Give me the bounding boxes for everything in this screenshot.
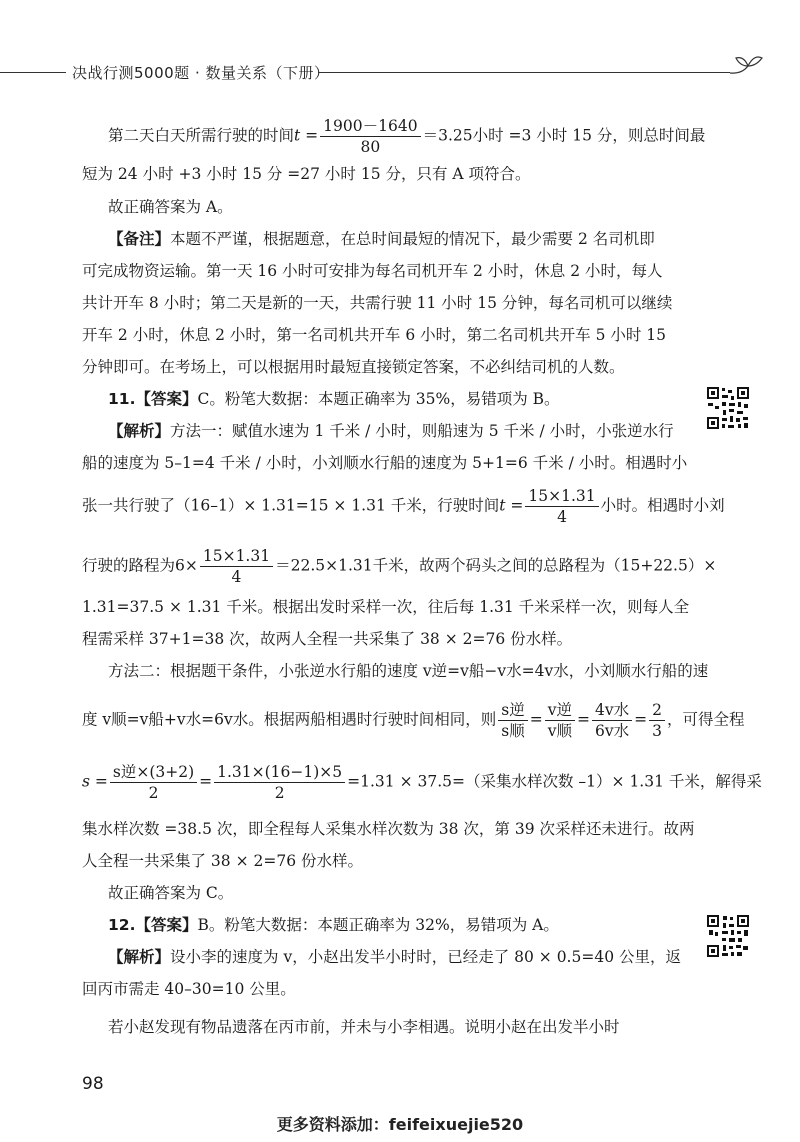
text-line: 故正确答案为 A。: [108, 198, 233, 216]
text-line: 1.31=37.5 × 1.31 千米。根据出发时采样一次，往后每 1.31 千米采样一次，则每人全: [82, 598, 690, 616]
fraction: [592, 700, 632, 741]
text: =1.31 × 37.5=（采集水样次数 –1）× 1.31 千米，解得采: [347, 772, 762, 791]
denominator: s顺: [501, 722, 525, 740]
analysis-tag: 【解析】: [108, 948, 171, 966]
text: 行驶的路程为6×: [82, 556, 198, 575]
denominator: 80: [360, 138, 381, 156]
text: 设小李的速度为 v，小赵出发半小时时，已经走了 80 × 0.5=40 公里，返: [170, 948, 681, 966]
footer-note: 更多资料添加：feifeixuejie520: [276, 1115, 524, 1134]
denominator: 2: [274, 784, 285, 802]
text-line: 开车 2 小时，休息 2 小时，第一名司机共开车 6 小时，第二名司机共开车 5 小时 15: [82, 326, 667, 344]
text-line: 分钟即可。在考场上，可以根据用时最短直接锁定答案，不必纠结司机的人数。: [82, 358, 625, 376]
text-line: [108, 388, 560, 410]
text-line: 短为 24 小时 +3 小时 15 分 =27 小时 15 分，只有 A 项符合。: [82, 165, 531, 183]
text: 方法一：赋值水速为 1 千米 / 小时，则船速为 5 千米 / 小时，小张逆水行: [170, 422, 674, 440]
fraction: [498, 700, 527, 741]
fraction: [200, 546, 273, 587]
sprout-icon: [728, 52, 768, 82]
text: ＝3.25小时 =3 小时 15 分，则总时间最: [422, 126, 706, 145]
header-rule-left: [0, 72, 66, 73]
numerator: 4v水: [592, 700, 632, 721]
text-line: s = $\frac{\text{s逆×(3+2)}}{2}$ = $\frac{1.31\times(16-1)\times 5}{2}$ =1.31 × 37.5=（采集水样次数 –1）× 1.31 千米，解得采: [82, 763, 762, 802]
numerator: 1.31×(16−1)×5: [214, 762, 345, 783]
denominator: v顺: [547, 722, 573, 740]
header-rule-right: [318, 72, 730, 73]
text: 度 v顺=v船+v水=6v水。根据两船相遇时行驶时间相同，则: [82, 710, 497, 729]
text-line: 回丙市需走 40–30=10 公里。: [82, 980, 296, 998]
fraction: [525, 486, 598, 527]
fraction: [110, 762, 197, 803]
answer-tag: 11.【答案】: [108, 390, 198, 408]
text-line: 方法二：根据题干条件，小张逆水行船的速度 v逆=v船−v水=4v水，小刘顺水行船的速: [108, 662, 709, 680]
numerator: 15×1.31: [200, 546, 273, 567]
numerator: v逆: [545, 700, 575, 721]
text-line: 程需采样 37+1=38 次，故两人全程一共采集了 38 × 2=76 份水样。: [82, 630, 573, 648]
text: ＝22.5×1.31千米，故两个码头之间的总路程为（15+22.5）×: [275, 556, 717, 575]
page-number: 98: [82, 1074, 104, 1094]
text-line: 度 v顺=v船+v水=6v水。根据两船相遇时行驶时间相同，则 $\frac{\text{s逆}}{\text{s顺}}$ = $\frac{\text{v逆}}{\text{v顺}}$ = $\frac{\text{4v水}}{\text{6v水}}$ = $\frac{2}{3}$ ，可得全程: [82, 701, 745, 740]
numerator: 1900－1640: [320, 116, 420, 137]
fraction: [320, 116, 420, 157]
text-line: [108, 420, 674, 442]
analysis-tag: 【解析】: [108, 422, 171, 440]
text: B。粉笔大数据：本题正确率为 32%，易错项为 A。: [197, 916, 559, 934]
numerator: s逆×(3+2): [110, 762, 197, 783]
text-line: 张一共行驶了（16–1）× 1.31=15 × 1.31 千米，行驶时间t = $\frac{15\times 1.31}{4}$ 小时。相遇时小刘: [82, 487, 725, 526]
text-line: [108, 228, 655, 250]
text: C。粉笔大数据：本题正确率为 35%，易错项为 B。: [197, 390, 560, 408]
fraction: [545, 700, 575, 741]
text: 张一共行驶了（16–1）× 1.31=15 × 1.31 千米，行驶时间: [82, 496, 500, 515]
text-line: [82, 546, 716, 587]
fraction: [649, 700, 665, 741]
numerator: s逆: [498, 700, 527, 721]
text: ，可得全程: [667, 710, 745, 729]
fraction: [214, 762, 345, 803]
text-line: 故正确答案为 C。: [108, 884, 234, 902]
text: 本题不严谨，根据题意，在总时间最短的情况下，最少需要 2 名司机即: [170, 230, 655, 248]
text-line: 共计开车 8 小时；第二天是新的一天，共需行驶 11 小时 15 分钟，每名司机可以继续: [82, 294, 673, 312]
qr-code-icon[interactable]: [706, 914, 750, 958]
numerator: 2: [649, 700, 665, 721]
running-header: [0, 50, 800, 90]
note-tag: 【备注】: [108, 230, 171, 248]
denominator: 6v水: [595, 722, 630, 740]
text-line: 人全程一共采集了 38 × 2=76 份水样。: [82, 852, 363, 870]
text-line: 第二天白天所需行驶的时间t = $\frac{1900-1640}{80}$ ＝3.25小时 =3 小时 15 分，则总时间最: [108, 117, 706, 156]
denominator: 2: [148, 784, 159, 802]
text-line: 若小赵发现有物品遗落在丙市前，并未与小李相遇。说明小赵在出发半小时: [108, 1018, 620, 1036]
text-line: 船的速度为 5–1=4 千米 / 小时，小刘顺水行船的速度为 5+1=6 千米 / 小时。相遇时小: [82, 454, 688, 472]
text-line: 可完成物资运输。第一天 16 小时可安排为每名司机开车 2 小时，休息 2 小时，每人: [82, 262, 663, 280]
text: 小时。相遇时小刘: [600, 496, 725, 515]
qr-code-icon[interactable]: [706, 386, 750, 430]
answer-tag: 12.【答案】: [108, 916, 198, 934]
denominator: 3: [652, 722, 663, 740]
text: 第二天白天所需行驶的时间: [108, 126, 295, 145]
text-line: 集水样次数 =38.5 次，即全程每人采集水样次数为 38 次，第 39 次采样还未进行。故两: [82, 820, 695, 838]
denominator: 4: [557, 508, 567, 526]
text-line: [108, 946, 681, 968]
numerator: 15×1.31: [525, 486, 598, 507]
denominator: 4: [231, 568, 242, 586]
text-line: [108, 914, 559, 936]
book-title: 决战行测5000题 · 数量关系（下册）: [72, 64, 330, 82]
